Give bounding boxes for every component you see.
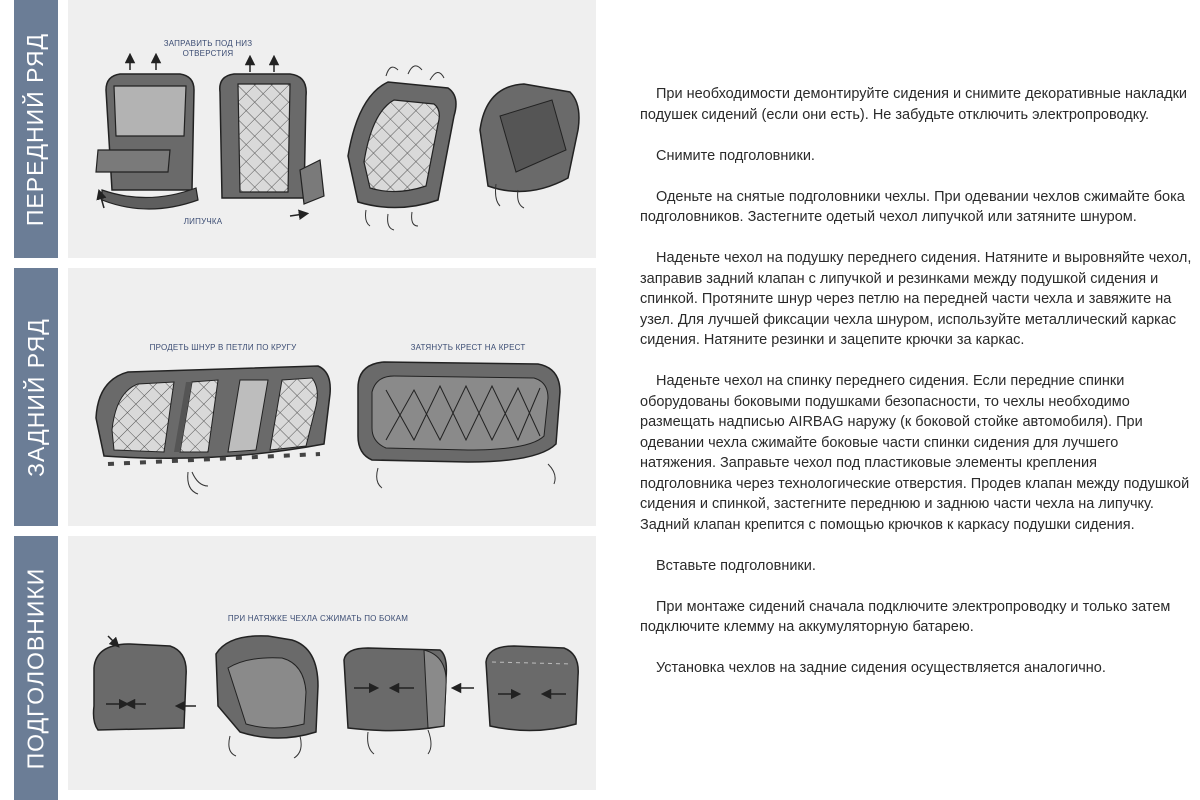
caption-tuck-under-line1: ЗАПРАВИТЬ ПОД НИЗ	[163, 39, 253, 48]
instructions-text	[640, 84, 1192, 699]
tab-rear-row	[14, 268, 58, 526]
instruction-paragraph: Снимите подголовники.	[656, 147, 815, 164]
tab-front-row	[14, 0, 58, 258]
panel-rear-row	[68, 268, 596, 526]
caption-tuck-under-line2: ОТВЕРСТИЯ	[182, 49, 234, 58]
instruction-paragraph: При необходимости демонтируйте сидения и снимите декоративные накладки подушек сидений (если они есть). Не забудьте отключить электропроводку.	[640, 86, 1188, 123]
caption-squeeze-sides: ПРИ НАТЯЖКЕ ЧЕХЛА СЖИМАТЬ ПО БОКАМ	[227, 614, 409, 623]
tab-front-row-label: ПЕРЕДНИЙ РЯД	[22, 32, 49, 226]
panel-front-row	[68, 0, 596, 258]
caption-velcro: ЛИПУЧКА	[183, 217, 223, 226]
caption-crisscross: ЗАТЯНУТЬ КРЕСТ НА КРЕСТ	[410, 343, 526, 352]
tab-headrests	[14, 536, 58, 800]
caption-thread-cord: ПРОДЕТЬ ШНУР В ПЕТЛИ ПО КРУГУ	[149, 343, 297, 352]
tab-headrests-label: ПОДГОЛОВНИКИ	[22, 567, 49, 769]
headrests-illustration	[68, 536, 596, 790]
instruction-paragraph: Наденьте чехол на подушку переднего сидения. Натяните и выровняйте чехол, заправив задний клапан с липучкой и резинками между подушкой сидения и спинкой. Протяните шнур через петлю на передней части чехла и завяжите на узел. Для лучшей фиксации чехла шнуром, используйте металлический каркас сидения. Натяните резинки и зацепите крючки за каркас.	[640, 250, 1192, 348]
front-row-illustration	[68, 0, 596, 258]
rear-row-illustration	[68, 268, 596, 526]
instruction-paragraph: Наденьте чехол на спинку переднего сидения. Если передние спинки оборудованы боковыми подушками безопасности, то чехлы необходимо размещать надписью AIRBAG наружу (к боковой стойке автомобиля). При одевании чехла сжимайте боковые части спинки сидения для лучшего натяжения. Заправьте чехол под пластиковые элементы крепления подголовника через технологические отверстия. Продев клапан между подушкой сидения и спинкой, застегните переднюю и заднюю части чехла на липучку. Задний клапан крепится с помощью крючков к каркасу подушки сидения.	[640, 373, 1190, 533]
instruction-paragraph: Оденьте на снятые подголовники чехлы. При одевании чехлов сжимайте бока подголовников. Застегните одетый чехол липучкой или затяните шнуром.	[640, 188, 1185, 225]
panel-headrests	[68, 536, 596, 790]
instruction-paragraph: При монтаже сидений сначала подключите электропроводку и только затем подключите клемму на аккумуляторную батарею.	[640, 598, 1171, 635]
instruction-paragraph: Установка чехлов на задние сидения осуществляется аналогично.	[656, 660, 1106, 676]
instruction-paragraph: Вставьте подголовники.	[656, 557, 816, 574]
tab-rear-row-label: ЗАДНИЙ РЯД	[22, 317, 49, 477]
